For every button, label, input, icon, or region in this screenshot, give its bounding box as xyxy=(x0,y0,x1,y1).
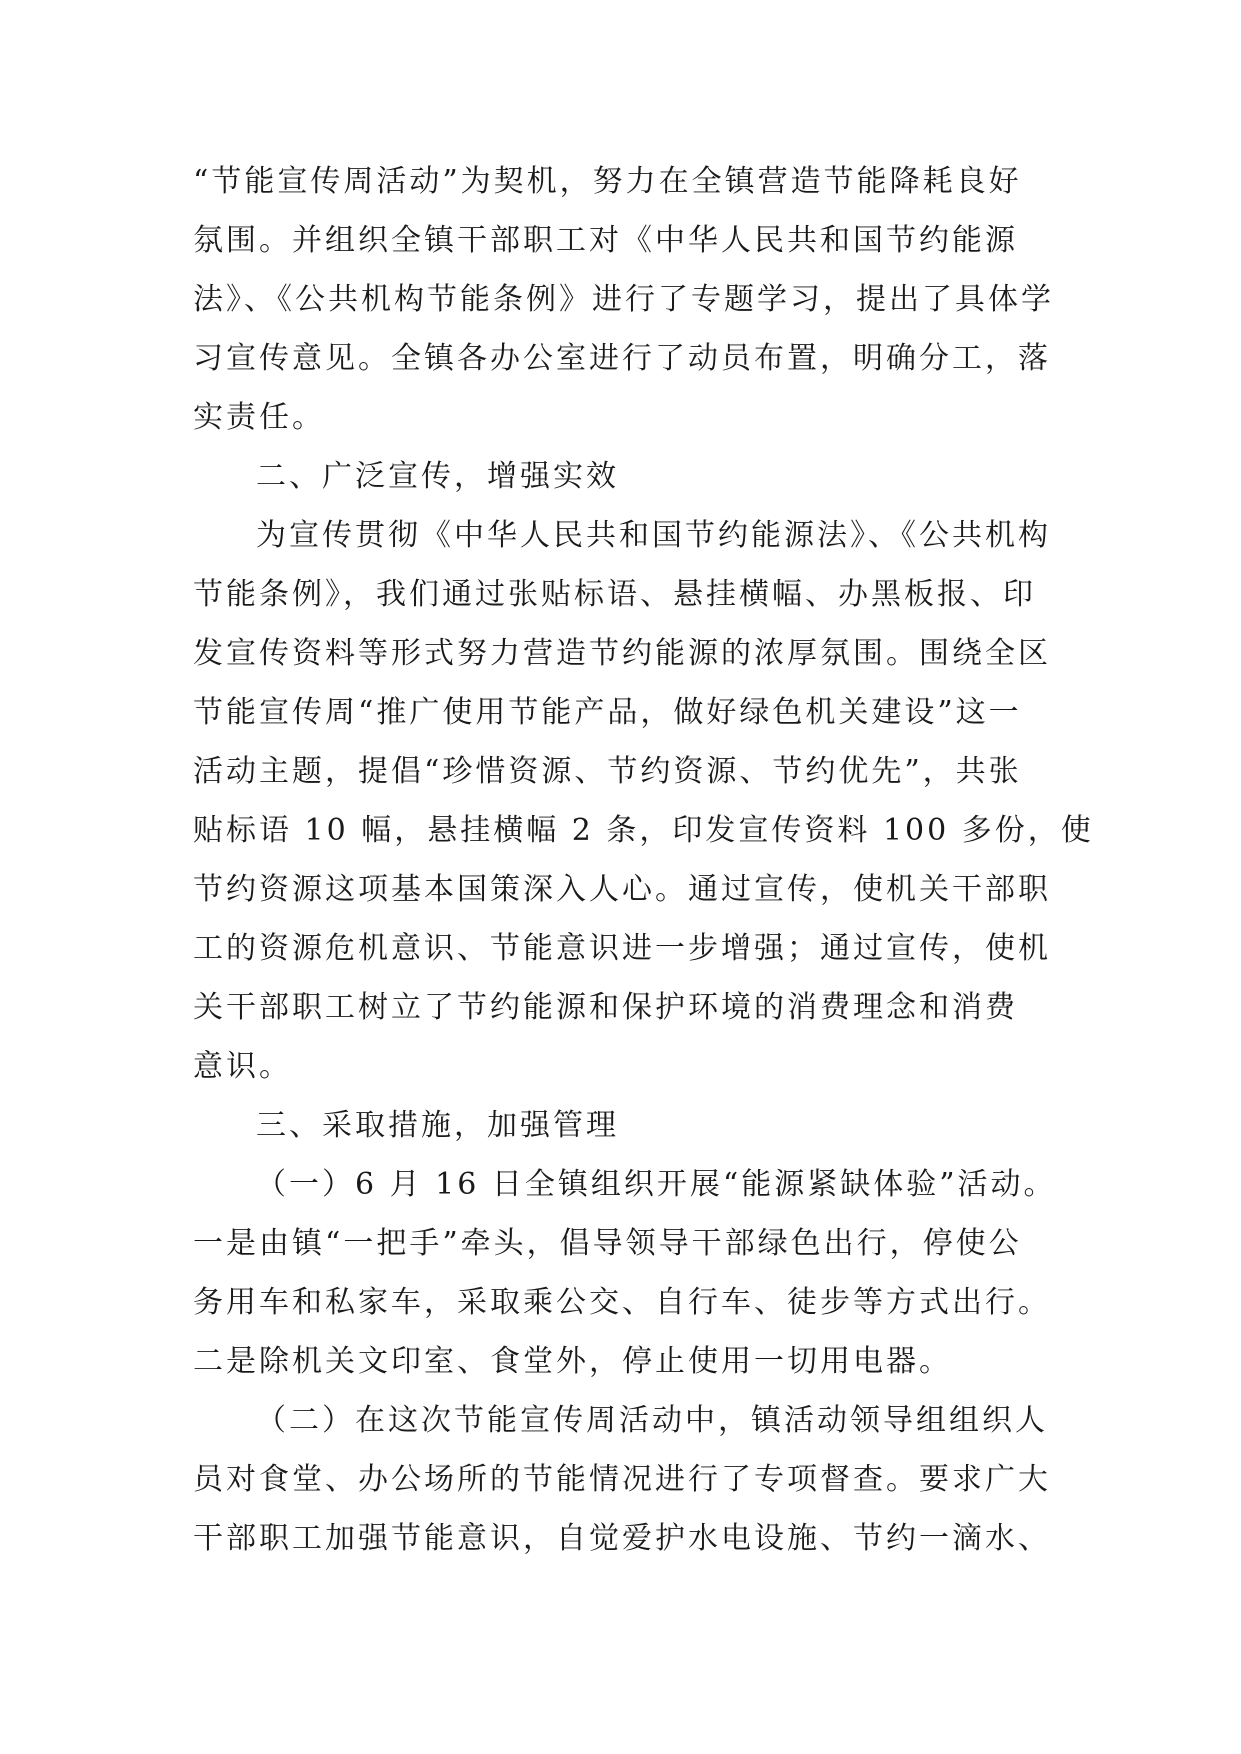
text-line: 员对食堂、办公场所的节能情况进行了专项督查。要求广大 xyxy=(193,1462,1051,1497)
text-line: （二）在这次节能宣传周活动中，镇活动领导组组织人 xyxy=(256,1403,1048,1438)
text-line: 实责任。 xyxy=(193,400,325,435)
text-line: 发宣传资料等形式努力营造节约能源的浓厚氛围。围绕全区 xyxy=(193,636,1051,671)
section-heading-3: 三、采取措施，加强管理 xyxy=(256,1108,619,1143)
text-line: 一是由镇“一把手”牵头，倡导领导干部绿色出行，停使公 xyxy=(193,1226,1022,1261)
text-line: 意识。 xyxy=(193,1049,292,1084)
text-line: （一）6 月 16 日全镇组织开展“能源紧缺体验”活动。 xyxy=(256,1167,1057,1202)
text-line: 氛围。并组织全镇干部职工对《中华人民共和国节约能源 xyxy=(193,223,1018,258)
text-line: 节约资源这项基本国策深入人心。通过宣传，使机关干部职 xyxy=(193,872,1051,907)
text-line: 关干部职工树立了节约能源和保护环境的消费理念和消费 xyxy=(193,990,1018,1025)
text-line: 节能条例》，我们通过张贴标语、悬挂横幅、办黑板报、印 xyxy=(193,577,1036,612)
text-line: 习宣传意见。全镇各办公室进行了动员布置，明确分工，落 xyxy=(193,341,1051,376)
text-line: 为宣传贯彻《中华人民共和国节约能源法》、《公共机构 xyxy=(256,518,1051,553)
document-body xyxy=(193,152,1094,1568)
text-line: “节能宣传周活动”为契机，努力在全镇营造节能降耗良好 xyxy=(193,164,1022,199)
text-line: 务用车和私家车，采取乘公交、自行车、徒步等方式出行。 xyxy=(193,1285,1051,1320)
text-line: 节能宣传周“推广使用节能产品，做好绿色机关建设”这一 xyxy=(193,695,1022,730)
text-line: 二是除机关文印室、食堂外，停止使用一切用电器。 xyxy=(193,1344,952,1379)
text-line: 贴标语 10 幅，悬挂横幅 2 条，印发宣传资料 100 多份，使 xyxy=(193,813,1094,848)
text-line: 工的资源危机意识、节能意识进一步增强；通过宣传，使机 xyxy=(193,931,1051,966)
text-line: 干部职工加强节能意识，自觉爱护水电设施、节约一滴水、 xyxy=(193,1521,1051,1556)
text-line: 法》、《公共机构节能条例》进行了专题学习，提出了具体学 xyxy=(193,282,1054,317)
section-heading-2: 二、广泛宣传，增强实效 xyxy=(256,459,619,494)
text-line: 活动主题，提倡“珍惜资源、节约资源、节约优先”，共张 xyxy=(193,754,1022,789)
